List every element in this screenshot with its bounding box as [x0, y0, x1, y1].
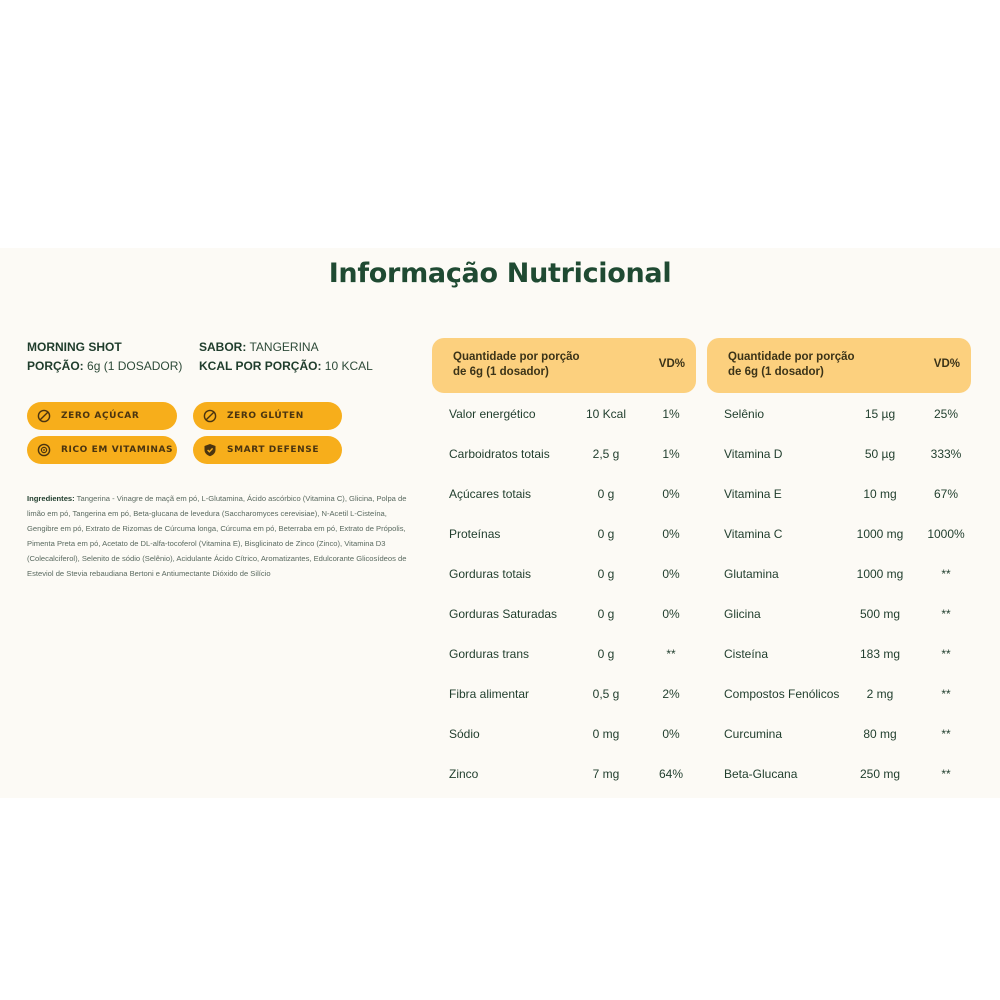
ingredients-label: Ingredientes: — [27, 494, 75, 503]
nutrient-quantity: 250 mg — [859, 767, 901, 781]
nutrient-name: Compostos Fenólicos — [724, 687, 840, 701]
nutrient-name: Curcumina — [724, 727, 783, 741]
nutrient-name: Vitamina E — [724, 487, 782, 501]
flavor-label: SABOR: — [199, 340, 247, 354]
nutrient-name: Proteínas — [449, 527, 501, 541]
nutrient-quantity: 10 Kcal — [585, 407, 627, 421]
nutrient-quantity: 0 g — [597, 567, 615, 581]
table-row — [0, 407, 1000, 447]
nutrient-vd: 25% — [933, 407, 959, 421]
nutrient-vd: 1000% — [927, 527, 965, 541]
qty-header-line1: Quantidade por porção — [728, 351, 855, 363]
nutrient-vd: ** — [941, 567, 951, 581]
nutrient-quantity: 0 g — [597, 527, 615, 541]
nutrient-name: Açúcares totais — [449, 487, 532, 501]
nutrient-name: Selênio — [724, 407, 765, 421]
nutrient-vd: 0% — [662, 527, 680, 541]
nutrient-quantity: 80 mg — [863, 727, 897, 741]
table-row — [0, 527, 1000, 567]
badge-label: ZERO AÇÚCAR — [61, 411, 140, 421]
nutrient-name: Fibra alimentar — [449, 687, 530, 701]
nutrient-vd: 333% — [930, 447, 962, 461]
badge-label: RICO EM VITAMINAS — [61, 445, 174, 455]
table-row — [0, 487, 1000, 527]
table-row — [0, 687, 1000, 727]
nutrient-name: Gorduras trans — [449, 647, 530, 661]
nutrient-quantity: 2 mg — [866, 687, 894, 701]
nutrient-name: Vitamina C — [724, 527, 783, 541]
nutrient-vd: ** — [941, 607, 951, 621]
table-row — [0, 727, 1000, 767]
qty-header — [728, 350, 855, 380]
table-header-right — [707, 338, 971, 393]
nutrient-quantity: 50 µg — [864, 447, 896, 461]
kcal-label: KCAL POR PORÇÃO: — [199, 359, 322, 373]
nutrient-vd: ** — [941, 647, 951, 661]
nutrient-quantity: 7 mg — [592, 767, 620, 781]
flavor-value: TANGERINA — [249, 340, 319, 354]
flavor-info — [199, 340, 319, 354]
kcal-value: 10 KCAL — [324, 359, 373, 373]
qty-header — [453, 350, 580, 380]
table-row — [0, 607, 1000, 647]
nutrient-vd: 0% — [662, 487, 680, 501]
nutrient-quantity: 0 g — [597, 647, 615, 661]
page-title: Informação Nutricional — [328, 258, 672, 289]
nutrient-name: Beta-Glucana — [724, 767, 798, 781]
nutrient-name: Glutamina — [724, 567, 779, 581]
qty-header-line2: de 6g (1 dosador) — [453, 366, 549, 378]
nutrient-quantity: 2,5 g — [592, 447, 620, 461]
nutrient-name: Gorduras Saturadas — [449, 607, 558, 621]
nutrient-vd: ** — [941, 687, 951, 701]
badge-label: SMART DEFENSE — [227, 445, 320, 455]
nutrient-quantity: 183 mg — [859, 647, 901, 661]
product-name — [27, 340, 122, 354]
nutrient-quantity: 500 mg — [859, 607, 901, 621]
nutrient-vd: 1% — [662, 407, 680, 421]
nutrient-name: Gorduras totais — [449, 567, 532, 581]
nutrient-quantity: 0,5 g — [592, 687, 620, 701]
ingredients-list: Tangerina - Vinagre de maçã em pó, L-Glutamina, Ácido ascórbico (Vitamina C), Glicina, Polpa de limão em pó, Tangerina em pó, Beta-glucana de levedura (Saccharomyces cerevisiae), N-Acetil L-Cisteína, Gengibre em pó, Extrato de Rizomas de Cúrcuma longa, Cúrcuma em pó, Beterraba em pó, Extrato de Própolis, Pimenta Preta em pó, Acetato de DL-alfa-tocoferol (Vitamina E), Bisglicinato de Zinco (Zinco), Vitamina D3 (Colecalciferol), Selenito de sódio (Selênio), Acidulante Ácido Cítrico, Aromatizantes, Edulcorante Glicosídeos de Esteviol de Stevia rebaudiana Bertoni e Antiumectante Dióxido de Silício — [27, 494, 407, 578]
nutrient-vd: 0% — [662, 607, 680, 621]
nutrient-vd: 64% — [658, 767, 684, 781]
table-row — [0, 647, 1000, 687]
table-header-left — [432, 338, 696, 393]
badge-label: ZERO GLÚTEN — [227, 411, 304, 421]
nutrient-vd: ** — [941, 767, 951, 781]
nutrient-vd: 0% — [662, 727, 680, 741]
table-row — [0, 567, 1000, 607]
nutrient-vd: 2% — [662, 687, 680, 701]
nutrient-name: Cisteína — [724, 647, 769, 661]
nutrient-vd: 0% — [662, 567, 680, 581]
vd-header: VD% — [933, 358, 960, 370]
table-row — [0, 767, 1000, 807]
nutrient-name: Vitamina D — [724, 447, 783, 461]
nutrient-name: Sódio — [449, 727, 480, 741]
nutrient-quantity: 1000 mg — [856, 567, 904, 581]
nutrient-quantity: 0 g — [597, 487, 615, 501]
vd-header: VD% — [658, 358, 685, 370]
portion-info — [27, 359, 182, 373]
nutrient-quantity: 15 µg — [864, 407, 896, 421]
nutrient-vd: 1% — [662, 447, 680, 461]
table-row — [0, 447, 1000, 487]
product-name-text: MORNING SHOT — [27, 340, 122, 354]
nutrient-quantity: 1000 mg — [856, 527, 904, 541]
nutrient-vd: ** — [666, 647, 676, 661]
nutrient-quantity: 0 mg — [592, 727, 620, 741]
qty-header-line2: de 6g (1 dosador) — [728, 366, 824, 378]
nutrient-quantity: 10 mg — [863, 487, 897, 501]
nutrient-vd: 67% — [933, 487, 959, 501]
nutrient-name: Glicina — [724, 607, 761, 621]
portion-value: 6g (1 DOSADOR) — [87, 359, 183, 373]
nutrient-name: Carboidratos totais — [449, 447, 550, 461]
nutrient-vd: ** — [941, 727, 951, 741]
portion-label: PORÇÃO: — [27, 359, 84, 373]
qty-header-line1: Quantidade por porção — [453, 351, 580, 363]
nutrient-name: Valor energético — [449, 407, 536, 421]
kcal-info — [199, 359, 373, 373]
nutrient-quantity: 0 g — [597, 607, 615, 621]
nutrient-name: Zinco — [449, 767, 479, 781]
